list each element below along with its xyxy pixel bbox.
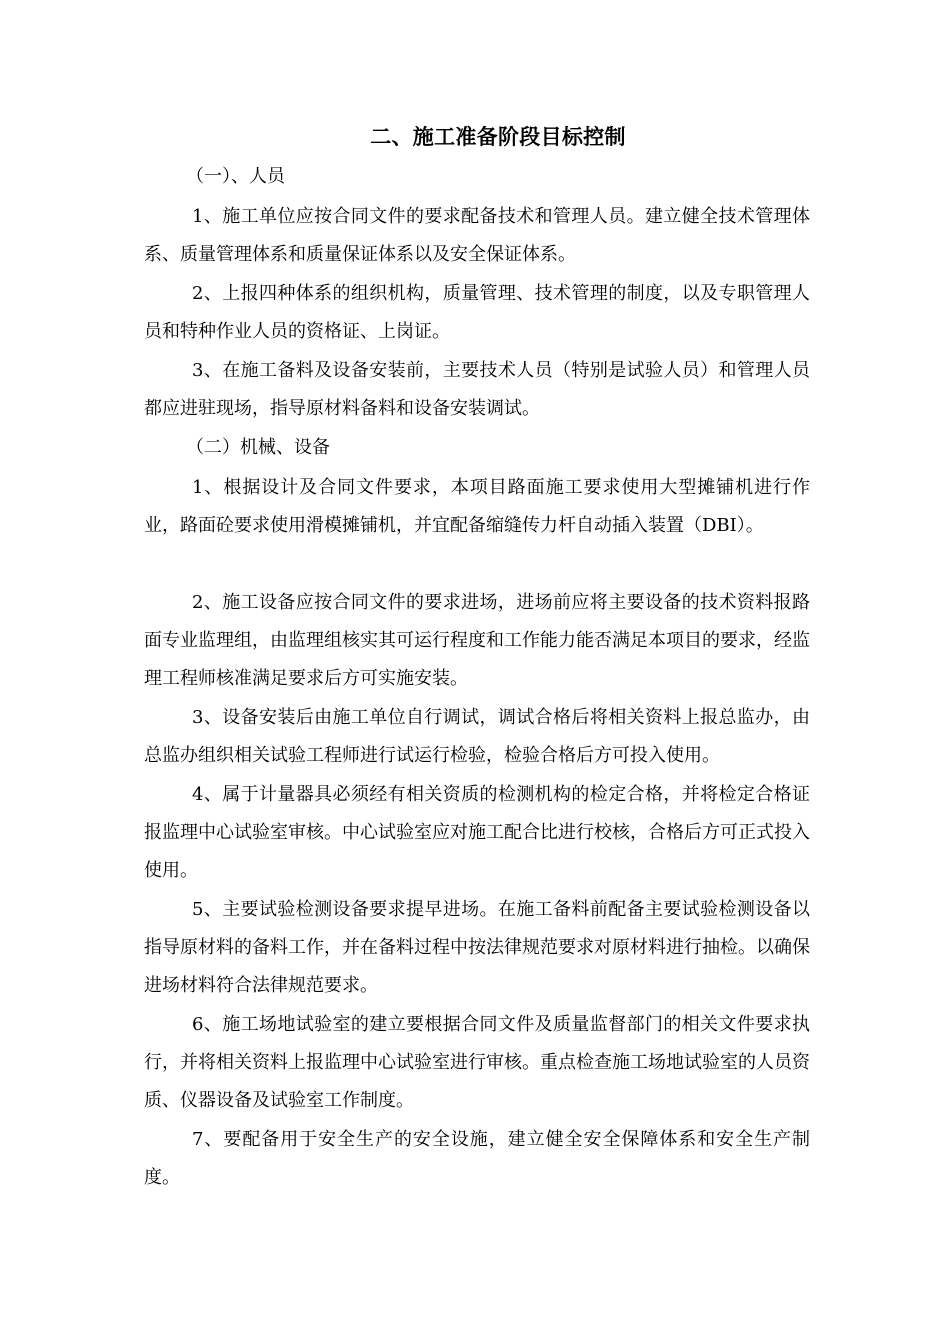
personnel-item-1: 1、施工单位应按合同文件的要求配备技术和管理人员。建立健全技术管理体系、质量管理体系和质量保证体系以及安全保证体系。 [144, 206, 810, 265]
personnel-item-3: 3、在施工备料及设备安装前，主要技术人员（特别是试验人员）和管理人员都应进驻现场，指导原材料备料和设备安装调试。 [144, 360, 810, 419]
equipment-item-7: 7、要配备用于安全生产的安全设施，建立健全安全保障体系和安全生产制度。 [144, 1129, 810, 1188]
section-heading-personnel: （一）、人员 [186, 166, 285, 187]
page-title: 二、施工准备阶段目标控制 [370, 124, 626, 149]
equipment-item-4: 4、属于计量器具必须经有相关资质的检测机构的检定合格，并将检定合格证报监理中心试验室审核。中心试验室应对施工配合比进行校核，合格后方可正式投入使用。 [144, 784, 810, 881]
section-heading-equipment: （二）机械、设备 [186, 437, 330, 458]
equipment-item-1: 1、根据设计及合同文件要求，本项目路面施工要求使用大型摊铺机进行作业，路面砼要求使用滑模摊铺机，并宜配备缩缝传力杆自动插入装置（DBI）。 [144, 477, 810, 536]
personnel-item-2: 2、上报四种体系的组织机构，质量管理、技术管理的制度，以及专职管理人员和特种作业人员的资格证、上岗证。 [144, 283, 810, 342]
equipment-item-2: 2、施工设备应按合同文件的要求进场，进场前应将主要设备的技术资料报路面专业监理组，由监理组核实其可运行程度和工作能力能否满足本项目的要求，经监理工程师核准满足要求后方可实施安装。 [144, 592, 810, 689]
equipment-item-3: 3、设备安装后由施工单位自行调试，调试合格后将相关资料上报总监办，由总监办组织相关试验工程师进行试运行检验，检验合格后方可投入使用。 [144, 707, 810, 766]
equipment-item-5: 5、主要试验检测设备要求提早进场。在施工备料前配备主要试验检测设备以指导原材料的备料工作，并在备料过程中按法律规范要求对原材料进行抽检。以确保进场材料符合法律规范要求。 [144, 899, 810, 996]
equipment-item-6: 6、施工场地试验室的建立要根据合同文件及质量监督部门的相关文件要求执行，并将相关资料上报监理中心试验室进行审核。重点检查施工场地试验室的人员资质、仪器设备及试验室工作制度。 [144, 1014, 810, 1111]
